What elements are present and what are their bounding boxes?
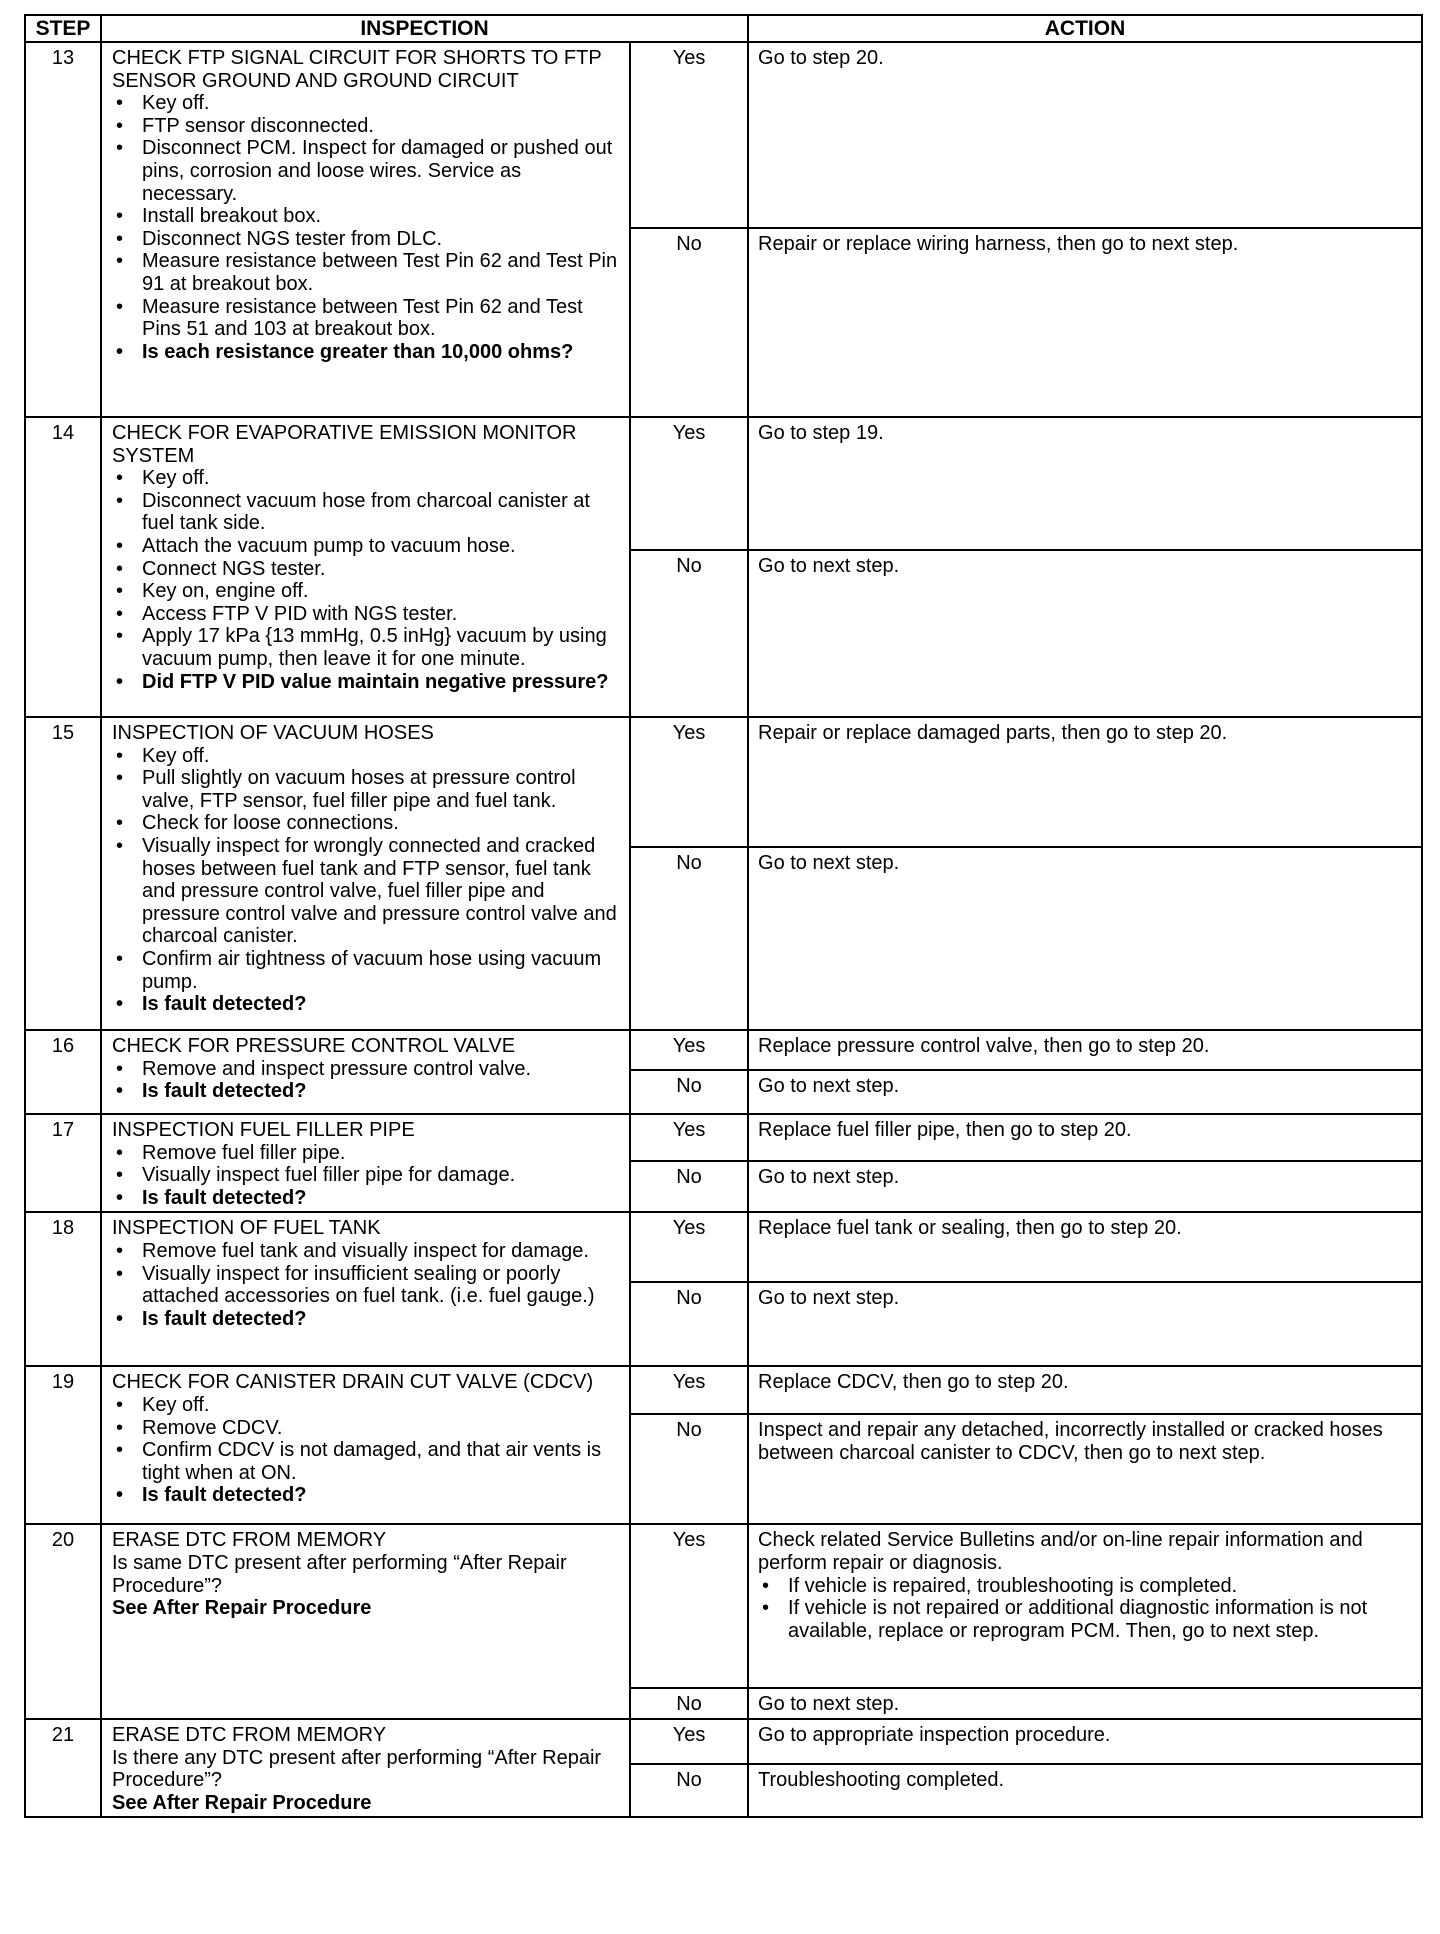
- inspection-bullet: • Key off.: [112, 745, 621, 768]
- no-label: No: [630, 1161, 748, 1213]
- no-action: Inspect and repair any detached, incorrectly installed or cracked hoses between charcoal canister to CDCV, then go to next step.: [758, 1419, 1383, 1464]
- no-action: Go to next step.: [758, 1287, 900, 1310]
- inspection-bullet: • Key on, engine off.: [112, 580, 621, 603]
- yes-action-cell: [748, 42, 1422, 228]
- step-row-yes: [25, 1366, 1422, 1414]
- inspection-bullet: • Disconnect vacuum hose from charcoal canister at fuel tank side.: [112, 490, 621, 535]
- yes-action: Replace CDCV, then go to step 20.: [758, 1371, 1069, 1394]
- inspection-title: ERASE DTC FROM MEMORY: [112, 1529, 387, 1552]
- step-row-yes: [25, 42, 1422, 228]
- inspection-question: • Is fault detected?: [112, 1080, 621, 1103]
- no-label: No: [630, 1070, 748, 1114]
- step-number: 13: [25, 42, 101, 417]
- inspection-bullet: • Remove fuel filler pipe.: [112, 1142, 621, 1165]
- see-reference: See After Repair Procedure: [112, 1791, 372, 1814]
- yes-label: Yes: [630, 1114, 748, 1161]
- yes-action-cell: [748, 1719, 1422, 1764]
- inspection-bullet: • Key off.: [112, 92, 621, 115]
- yes-action-bullet: • If vehicle is repaired, troubleshooting is completed.: [758, 1575, 1415, 1598]
- no-action-cell: [748, 1414, 1422, 1524]
- step-number: 16: [25, 1030, 101, 1114]
- inspection-question: • Is fault detected?: [112, 1308, 621, 1331]
- inspection-bullets: [112, 745, 621, 1016]
- inspection-bullet: • Install breakout box.: [112, 205, 621, 228]
- inspection-bullets: [112, 467, 621, 693]
- yes-action-bullets: [758, 1575, 1415, 1643]
- inspection-title: CHECK FOR PRESSURE CONTROL VALVE: [112, 1035, 516, 1057]
- inspection-bullet: • Measure resistance between Test Pin 62 and Test Pin 91 at breakout box.: [112, 250, 621, 295]
- yes-label: Yes: [630, 417, 748, 550]
- step-row-yes: [25, 1030, 1422, 1070]
- no-action-cell: [748, 228, 1422, 417]
- inspection-text: Is same DTC present after performing “After Repair Procedure”?: [112, 1551, 567, 1597]
- inspection-bullet: • Measure resistance between Test Pin 62 and Test Pins 51 and 103 at breakout box.: [112, 296, 621, 341]
- inspection-bullet: • Key off.: [112, 1394, 621, 1417]
- no-action: Go to next step.: [758, 1693, 900, 1716]
- no-label: No: [630, 1282, 748, 1366]
- inspection-bullets: [112, 1058, 621, 1103]
- inspection-question: • Is fault detected?: [112, 1484, 621, 1507]
- inspection-cell: [101, 42, 630, 417]
- inspection-title: INSPECTION OF FUEL TANK: [112, 1217, 381, 1240]
- inspection-cell: [101, 717, 630, 1030]
- yes-action: Replace fuel filler pipe, then go to step 20.: [758, 1119, 1132, 1141]
- no-action-cell: [748, 550, 1422, 717]
- yes-action-bullet: • If vehicle is not repaired or additional diagnostic information is not available, replace or reprogram PCM. Then, go to next step.: [758, 1597, 1415, 1642]
- yes-action: Go to step 20.: [758, 47, 884, 69]
- inspection-title: INSPECTION FUEL FILLER PIPE: [112, 1119, 415, 1141]
- inspection-bullet: • Visually inspect fuel filler pipe for damage.: [112, 1164, 621, 1187]
- step-row-yes: [25, 1719, 1422, 1764]
- inspection-bullet: • Apply 17 kPa {13 mmHg, 0.5 inHg} vacuum by using vacuum pump, then leave it for one minute.: [112, 625, 621, 670]
- inspection-bullet: • Confirm air tightness of vacuum hose using vacuum pump.: [112, 948, 621, 993]
- inspection-bullet: • Remove CDCV.: [112, 1417, 621, 1440]
- inspection-bullet: • Access FTP V PID with NGS tester.: [112, 603, 621, 626]
- inspection-cell: [101, 1366, 630, 1524]
- inspection-bullet: • Confirm CDCV is not damaged, and that air vents is tight when at ON.: [112, 1439, 621, 1484]
- step-row-yes: [25, 1212, 1422, 1282]
- step-number: 20: [25, 1524, 101, 1719]
- no-label: No: [630, 1688, 748, 1719]
- inspection-cell: [101, 1212, 630, 1366]
- header-action: ACTION: [748, 15, 1422, 42]
- yes-label: Yes: [630, 42, 748, 228]
- no-action-cell: [748, 1282, 1422, 1366]
- inspection-bullets: [112, 1394, 621, 1507]
- step-number: 14: [25, 417, 101, 717]
- inspection-bullet: • Visually inspect for wrongly connected and cracked hoses between fuel tank and FTP sensor, fuel tank and pressure control valve, fuel filler pipe and pressure control valve and pressure control valve and charcoal canister.: [112, 835, 621, 948]
- no-label: No: [630, 847, 748, 1030]
- inspection-bullet: • Check for loose connections.: [112, 812, 621, 835]
- diagnostic-table: [24, 14, 1423, 1818]
- step-number: 21: [25, 1719, 101, 1817]
- no-label: No: [630, 228, 748, 417]
- yes-action-cell: [748, 1212, 1422, 1282]
- no-action-cell: [748, 1070, 1422, 1114]
- step-row-yes: [25, 717, 1422, 847]
- header-inspection: INSPECTION: [101, 15, 748, 42]
- step-number: 19: [25, 1366, 101, 1524]
- inspection-bullet: • Attach the vacuum pump to vacuum hose.: [112, 535, 621, 558]
- yes-action: Go to step 19.: [758, 422, 884, 444]
- no-label: No: [630, 550, 748, 717]
- inspection-bullet: • Pull slightly on vacuum hoses at pressure control valve, FTP sensor, fuel filler pipe and fuel tank.: [112, 767, 621, 812]
- inspection-title: CHECK FTP SIGNAL CIRCUIT FOR SHORTS TO FTP SENSOR GROUND AND GROUND CIRCUIT: [112, 47, 602, 92]
- inspection-bullet: • Disconnect PCM. Inspect for damaged or pushed out pins, corrosion and loose wires. Service as necessary.: [112, 137, 621, 205]
- yes-action-cell: [748, 1114, 1422, 1161]
- yes-label: Yes: [630, 1212, 748, 1282]
- yes-action: Check related Service Bulletins and/or on-line repair information and perform repair or diagnosis.: [758, 1529, 1363, 1574]
- inspection-question: • Is fault detected?: [112, 1187, 621, 1210]
- inspection-cell: [101, 1114, 630, 1212]
- inspection-bullets: [112, 1240, 621, 1330]
- step-number: 18: [25, 1212, 101, 1366]
- inspection-bullet: • Visually inspect for insufficient sealing or poorly attached accessories on fuel tank. (i.e. fuel gauge.): [112, 1263, 621, 1308]
- inspection-cell: [101, 1030, 630, 1114]
- inspection-bullet: • Remove fuel tank and visually inspect for damage.: [112, 1240, 621, 1263]
- inspection-question: • Is fault detected?: [112, 993, 621, 1016]
- yes-action-cell: [748, 417, 1422, 550]
- step-number: 15: [25, 717, 101, 1030]
- header-step: STEP: [25, 15, 101, 42]
- inspection-bullet: • Connect NGS tester.: [112, 558, 621, 581]
- see-reference: See After Repair Procedure: [112, 1597, 372, 1620]
- step-row-yes: [25, 1524, 1422, 1688]
- yes-label: Yes: [630, 717, 748, 847]
- no-label: No: [630, 1414, 748, 1524]
- yes-action-cell: [748, 717, 1422, 847]
- yes-action-cell: [748, 1030, 1422, 1070]
- no-action: Go to next step.: [758, 1165, 900, 1188]
- inspection-bullets: [112, 1142, 621, 1210]
- inspection-bullet: • Remove and inspect pressure control valve.: [112, 1058, 621, 1081]
- inspection-cell: [101, 1524, 630, 1719]
- no-action: Go to next step.: [758, 852, 900, 874]
- yes-action: Go to appropriate inspection procedure.: [758, 1723, 1111, 1746]
- inspection-bullet: • Key off.: [112, 467, 621, 490]
- no-action: Repair or replace wiring harness, then go to next step.: [758, 233, 1239, 255]
- step-row-yes: [25, 417, 1422, 550]
- inspection-question: • Did FTP V PID value maintain negative pressure?: [112, 671, 621, 694]
- inspection-cell: [101, 417, 630, 717]
- inspection-cell: [101, 1719, 630, 1817]
- yes-label: Yes: [630, 1524, 748, 1688]
- yes-action: Replace fuel tank or sealing, then go to step 20.: [758, 1217, 1182, 1240]
- step-number: 17: [25, 1114, 101, 1212]
- yes-action-cell: [748, 1524, 1422, 1688]
- inspection-bullet: • Disconnect NGS tester from DLC.: [112, 228, 621, 251]
- inspection-title: INSPECTION OF VACUUM HOSES: [112, 722, 434, 744]
- no-action-cell: [748, 847, 1422, 1030]
- yes-action: Replace pressure control valve, then go to step 20.: [758, 1035, 1210, 1057]
- no-label: No: [630, 1764, 748, 1817]
- inspection-bullets: [112, 92, 621, 363]
- step-row-yes: [25, 1114, 1422, 1161]
- inspection-bullet: • FTP sensor disconnected.: [112, 115, 621, 138]
- inspection-title: CHECK FOR CANISTER DRAIN CUT VALVE (CDCV): [112, 1371, 594, 1394]
- inspection-title: ERASE DTC FROM MEMORY: [112, 1723, 387, 1746]
- diagnostic-table-wrapper: [24, 14, 1421, 1818]
- inspection-question: • Is each resistance greater than 10,000 ohms?: [112, 341, 621, 364]
- no-action: Troubleshooting completed.: [758, 1769, 1005, 1792]
- no-action-cell: [748, 1764, 1422, 1817]
- no-action: Go to next step.: [758, 555, 900, 577]
- yes-label: Yes: [630, 1719, 748, 1764]
- no-action-cell: [748, 1161, 1422, 1213]
- header-row: [25, 15, 1422, 42]
- yes-label: Yes: [630, 1030, 748, 1070]
- inspection-title: CHECK FOR EVAPORATIVE EMISSION MONITOR SYSTEM: [112, 422, 577, 467]
- yes-label: Yes: [630, 1366, 748, 1414]
- yes-action: Repair or replace damaged parts, then go to step 20.: [758, 722, 1228, 744]
- yes-action-cell: [748, 1366, 1422, 1414]
- no-action: Go to next step.: [758, 1075, 900, 1097]
- no-action-cell: [748, 1688, 1422, 1719]
- inspection-text: Is there any DTC present after performing “After Repair Procedure”?: [112, 1746, 602, 1792]
